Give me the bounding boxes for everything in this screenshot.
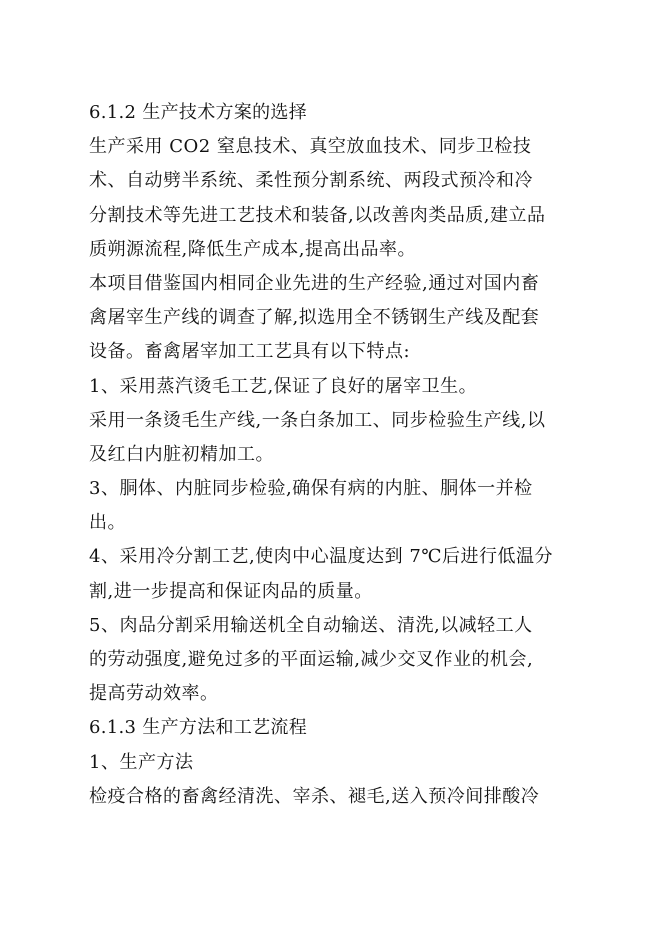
- text-line: 质朔源流程,降低生产成本,提高出品率。: [89, 238, 416, 260]
- list-item-3: [89, 472, 581, 540]
- text-line: 分割技术等先进工艺技术和装备,以改善肉类品质,建立品: [89, 204, 546, 226]
- section-heading-6-1-2: 6.1.2 生产技术方案的选择: [89, 102, 308, 123]
- text-line: 本项目借鉴国内相同企业先进的生产经验,通过对国内畜: [89, 272, 540, 294]
- text-line: 检疫合格的畜禽经清洗、宰杀、褪毛,送入预冷间排酸冷: [89, 785, 540, 807]
- paragraph-production-technology: [89, 130, 581, 267]
- section-heading-6-1-3: 6.1.3 生产方法和工艺流程: [89, 717, 308, 739]
- subheading-production-method: 1、生产方法: [89, 751, 194, 773]
- document-body: [89, 96, 581, 814]
- text-line: 设备。畜禽屠宰加工工艺具有以下特点:: [89, 341, 411, 363]
- text-line: 及红白内脏初精加工。: [89, 443, 274, 465]
- list-item-5: [89, 609, 581, 712]
- paragraph-production-method: [89, 780, 581, 814]
- text-line: 割,进一步提高和保证肉品的质量。: [89, 580, 373, 602]
- text-line: 生产采用 CO2 窒息技术、真空放血技术、同步卫检技: [89, 136, 532, 158]
- text-line: 4、采用冷分割工艺,使肉中心温度达到 7℃后进行低温分: [89, 546, 553, 568]
- text-line: 采用一条烫毛生产线,一条白条加工、同步检验生产线,以: [89, 409, 546, 431]
- list-item-1: 1、采用蒸汽烫毛工艺,保证了良好的屠宰卫生。: [89, 375, 478, 397]
- paragraph-project-reference: [89, 267, 581, 370]
- text-line: 出。: [89, 512, 126, 534]
- paragraph-scalding-line: [89, 404, 581, 472]
- text-line: 的劳动强度,避免过多的平面运输,减少交叉作业的机会,: [89, 649, 534, 670]
- text-line: 提高劳动效率。: [89, 683, 219, 705]
- text-line: 术、自动劈半系统、柔性预分割系统、两段式预冷和冷: [89, 170, 533, 192]
- text-line: 5、肉品分割采用输送机全自动输送、清洗,以减轻工人: [89, 614, 533, 636]
- text-line: 3、胴体、内脏同步检验,确保有病的内脏、胴体一并检: [89, 478, 533, 500]
- list-item-4: [89, 540, 581, 608]
- text-line: 禽屠宰生产线的调查了解,拟选用全不锈钢生产线及配套: [89, 307, 540, 329]
